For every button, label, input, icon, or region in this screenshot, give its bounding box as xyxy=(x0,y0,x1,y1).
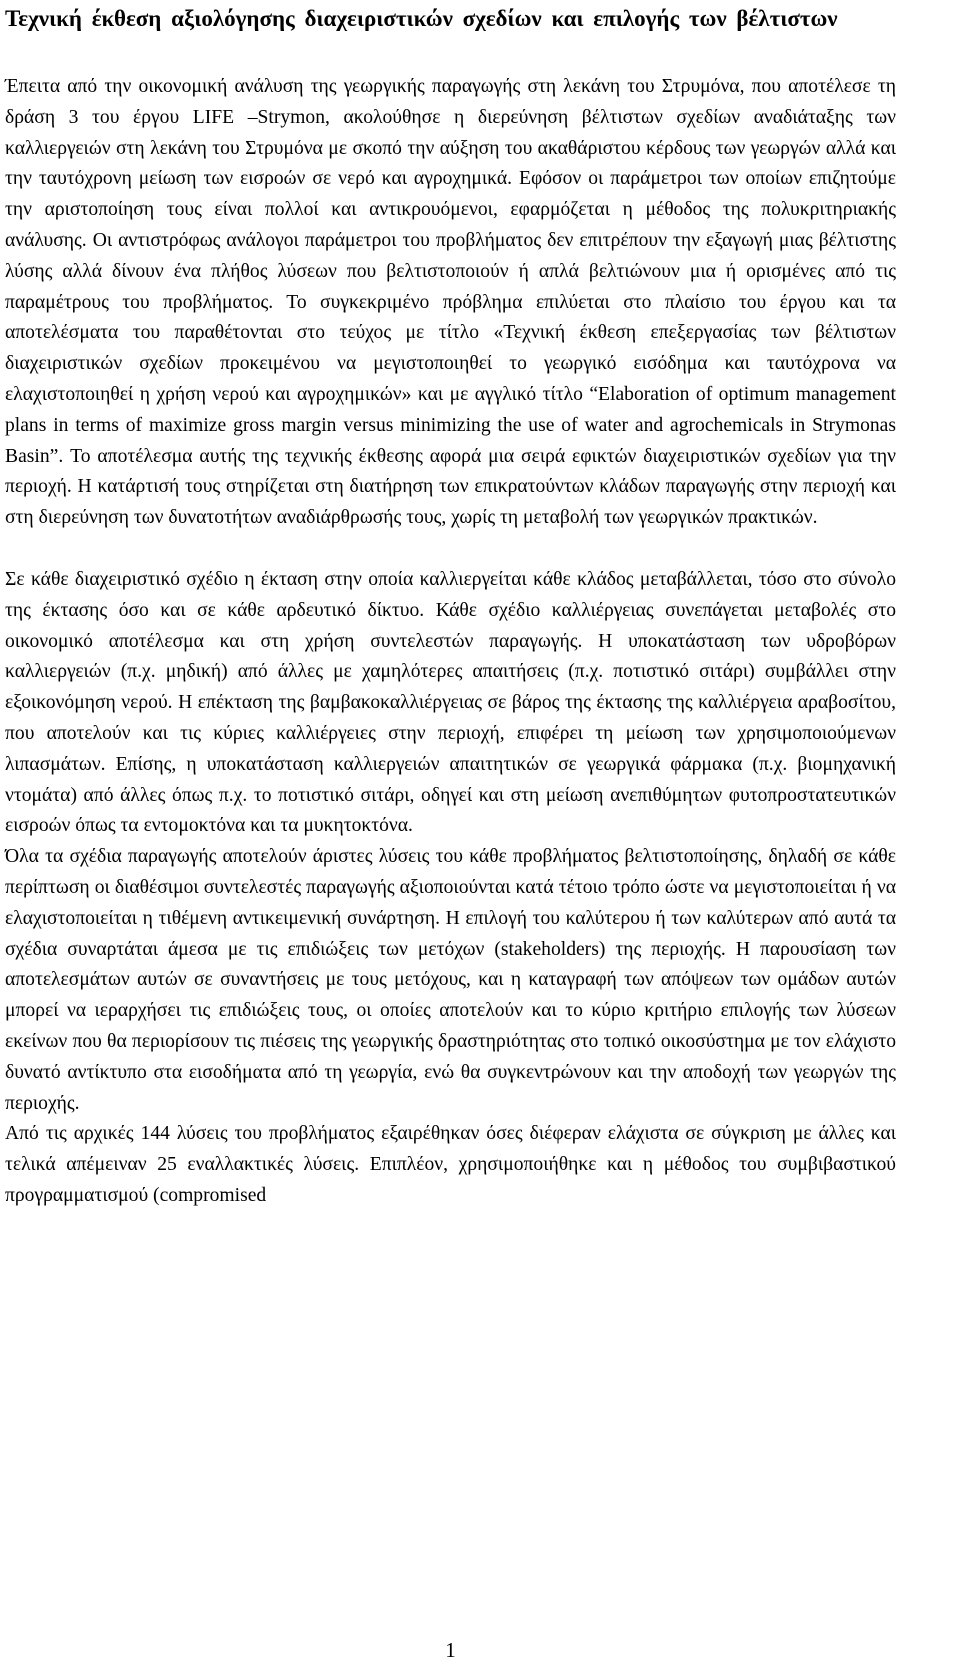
paragraph-1: Έπειτα από την οικονομική ανάλυση της γεωργικής παραγωγής στη λεκάνη του Στρυμόνα, που αποτέλεσε τη δράση 3 του έργου LIFE –Strymon, ακολούθησε η διερεύνηση βέλτιστων σχεδίων αναδιάταξης των καλλιεργειών στη λεκάνη του Στρυμόνα με σκοπό την αύξηση του ακαθάριστου κέρδους των γεωργών αλλά και την ταυτόχρονη μείωση των εισροών σε νερό και αγροχημικά. Εφόσον οι παράμετροι των οποίων επιζητούμε την αριστοποίηση τους είναι πολλοί και αντικρουόμενοι, εφαρμόζεται η μέθοδος της πολυκριτηριακής ανάλυσης. Οι αντιστρόφως ανάλογοι παράμετροι του προβλήματος δεν επιτρέπουν την εξαγωγή μιας βέλτιστης λύσης αλλά δίνουν ένα πλήθος λύσεων που βελτιστοποιούν ή απλά βελτιώνουν μια ή ορισμένες από τις παραμέτρους του προβλήματος. Το συγκεκριμένο πρόβλημα επιλύεται στο πλαίσιο του έργου και τα αποτελέσματα του παραθέτονται στο τεύχος με τίτλο «Τεχνική έκθεση επεξεργασίας των βέλτιστων διαχειριστικών σχεδίων προκειμένου να μεγιστοποιηθεί το γεωργικό εισόδημα και ταυτόχρονα να ελαχιστοποιηθεί η χρήση νερού και αγροχημικών» και με αγγλικό τίτλο “Elaboration of optimum management plans in terms of maximize gross margin versus minimizing the use of water and agrochemicals in Strymonas Basin”. Το αποτέλεσμα αυτής της τεχνικής έκθεσης αφορά μια σειρά εφικτών διαχειριστικών σχεδίων για την περιοχή. Η κατάρτισή τους στηρίζεται στη διατήρηση των επικρατούντων κλάδων παραγωγής στην περιοχή και στη διερεύνηση των δυνατοτήτων αναδιάρθρωσής τους, χωρίς τη μεταβολή των γεωργικών πρακτικών. xyxy=(5,76,896,529)
paragraph-4: Από τις αρχικές 144 λύσεις του προβλήματος εξαιρέθηκαν όσες διέφεραν ελάχιστα σε σύγκριση με άλλες και τελικά απέμειναν 25 εναλλακτικές λύσεις. Επιπλέον, χρησιμοποιήθηκε και η μέθοδος του συμβιβαστικού προγραμματισμού (compromised xyxy=(5,1123,896,1206)
paragraph-3: Όλα τα σχέδια παραγωγής αποτελούν άριστες λύσεις του κάθε προβλήματος βελτιστοποίησης, δηλαδή σε κάθε περίπτωση οι διαθέσιμοι συντελεστές παραγωγής αξιοποιούνται κατά τέτοιο τρόπο ώστε να μεγιστοποιείται ή να ελαχιστοποιείται η τιθέμενη αντικειμενική συνάρτηση. Η επιλογή του καλύτερου ή των καλύτερων από αυτά τα σχέδια συναρτάται άμεσα με τις επιδιώξεις των μετόχων (stakeholders) της περιοχής. Η παρουσίαση των αποτελεσμάτων αυτών σε συναντήσεις με τους μετόχους, και η καταγραφή των απόψεων των ομάδων αυτών μπορεί να ιεραρχήσει τις επιδιώξεις τους, οι οποίες αποτελούν και το κύριο κριτήριο επιλογής των λύσεων εκείνων που θα περιορίσουν τις πιέσεις της γεωργικής δραστηριότητας στο τοπικό οικοσύστημα με τον ελάχιστο δυνατό αντίκτυπο στα εισοδήματα από τη γεωργία, ενώ θα συγκεντρώνουν και την αποδοχή των γεωργών της περιοχής. xyxy=(5,846,896,1114)
paragraph-2: Σε κάθε διαχειριστικό σχέδιο η έκταση στην οποία καλλιεργείται κάθε κλάδος μεταβάλλεται, τόσο στο σύνολο της έκτασης όσο και σε κάθε αρδευτικό δίκτυο. Κάθε σχέδιο καλλιέργειας συνεπάγεται μεταβολές στο οικονομικό αποτέλεσμα και στη χρήση συντελεστών παραγωγής. Η υποκατάσταση των υδροβόρων καλλιεργειών (π.χ. μηδική) από άλλες με χαμηλότερες απαιτήσεις (π.χ. ποτιστικό σιτάρι) συμβάλλει στην εξοικονόμηση νερού. Η επέκταση της βαμβακοκαλλιέργειας σε βάρος της έκτασης της καλλιέργεια αραβοσίτου, που αποτελούν και τις κύριες καλλιέργειες στην περιοχή, επιφέρει τη μείωση των χρησιμοποιούμενων λιπασμάτων. Επίσης, η υποκατάσταση καλλιεργειών απαιτητικών σε γεωργικά φάρμακα (π.χ. βιομηχανική ντομάτα) από άλλες όπως π.χ. το ποτιστικό σιτάρι, οδηγεί και στη μείωση ανεπιθύμητων φυτοπροστατευτικών εισροών όπως τα εντομοκτόνα και τα μυκητοκτόνα. xyxy=(5,568,896,837)
document-body xyxy=(5,0,896,1212)
page-number: 1 xyxy=(445,1638,456,1662)
document-title: Τεχνική έκθεση αξιολόγησης διαχειριστικών σχεδίων και επιλογής των βέλτιστων xyxy=(5,6,838,31)
